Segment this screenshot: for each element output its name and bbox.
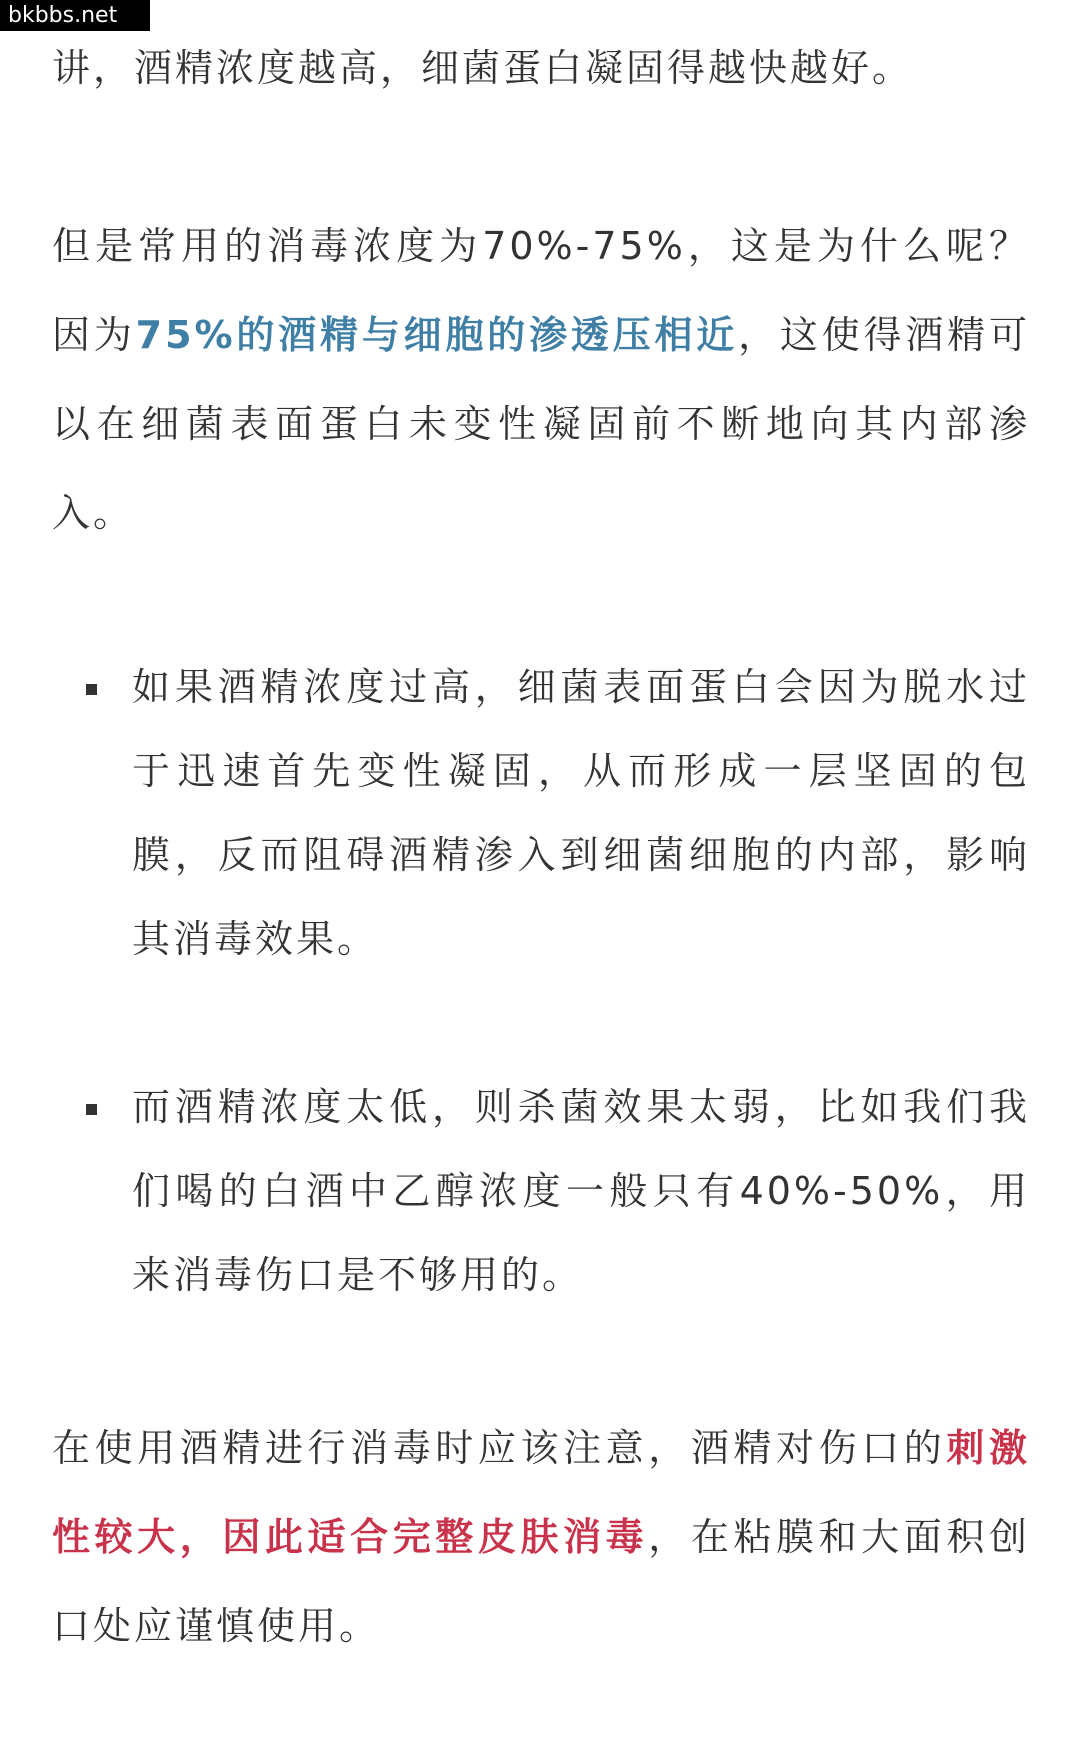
highlight-irritation-warning: 刺激性较大，因此适合完整皮肤消毒 — [52, 1426, 1030, 1559]
paragraph-text: ，在粘膜和大面积创口处应谨慎使用。 — [52, 1515, 1030, 1648]
paragraph-text: 但是常用的消毒浓度为70%-75%，这是为什么呢？因为 — [52, 224, 1030, 357]
article-body — [52, 24, 1030, 1671]
list-item-text: 如果酒精浓度过高，细菌表面蛋白会因为脱水过于迅速首先变性凝固，从而形成一层坚固的包膜，反而阻碍酒精渗入到细菌细胞的内部，影响其消毒效果。 — [132, 665, 1030, 961]
bullet-list — [52, 645, 1030, 1317]
paragraph-concentration — [52, 202, 1030, 558]
list-item — [52, 1065, 1030, 1317]
list-item — [52, 645, 1030, 981]
highlight-osmotic-pressure: 75%的酒精与细胞的渗透压相近 — [135, 313, 739, 357]
paragraph-text: 在使用酒精进行消毒时应该注意，酒精对伤口的 — [52, 1426, 947, 1470]
paragraph-intro: 讲，酒精浓度越高，细菌蛋白凝固得越快越好。 — [52, 46, 914, 90]
site-watermark: bkbbs.net — [0, 0, 150, 31]
square-bullet-icon — [86, 684, 97, 695]
square-bullet-icon — [86, 1104, 97, 1115]
list-item-text: 而酒精浓度太低，则杀菌效果太弱，比如我们我们喝的白酒中乙醇浓度一般只有40%-50%，用来消毒伤口是不够用的。 — [132, 1085, 1030, 1297]
paragraph-text: ，这使得酒精可以在细菌表面蛋白未变性凝固前不断地向其内部渗入。 — [52, 313, 1030, 535]
paragraph-caution — [52, 1404, 1030, 1671]
